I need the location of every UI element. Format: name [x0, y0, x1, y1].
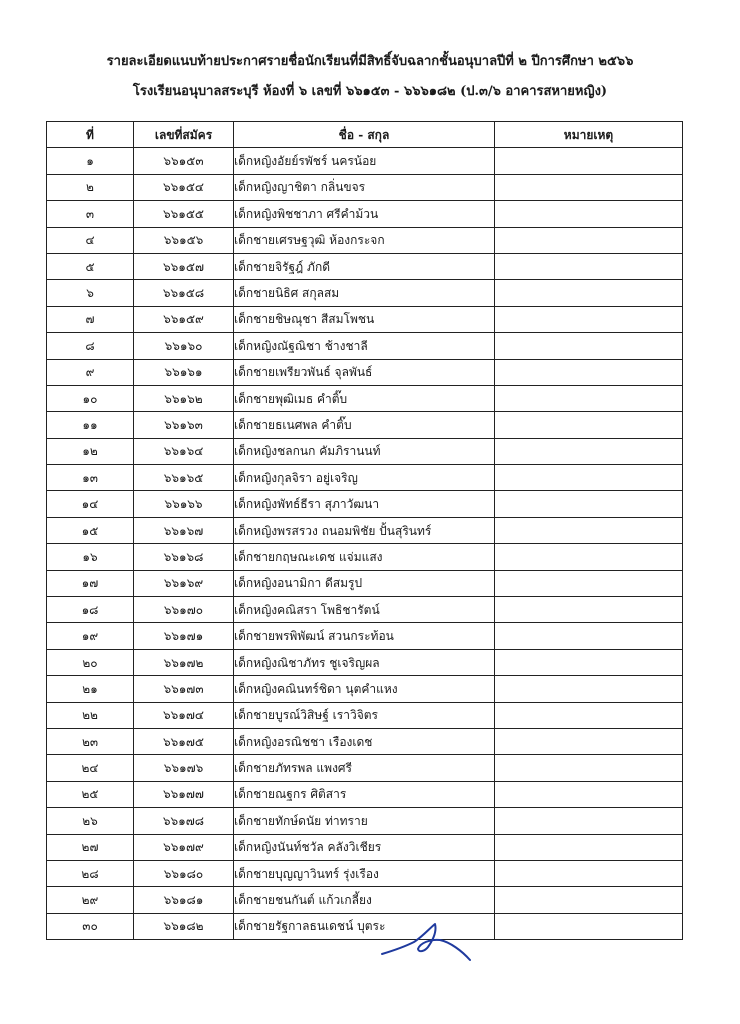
table-row — [47, 544, 683, 570]
table-row — [47, 728, 683, 754]
table-row — [47, 333, 683, 359]
table-row — [47, 649, 683, 675]
document-subtitle: โรงเรียนอนุบาลสระบุรี ห้องที่ ๖ เลขที่ ๖๖๑๕๓ - ๖๖๖๑๘๒ (ป.๓/๖ อาคารสหายหญิง) — [132, 84, 608, 99]
row-number: ๑๗ — [47, 570, 134, 596]
row-student-name: เด็กชายชิษณุชา สีสมโพชน — [234, 306, 495, 332]
row-number: ๑๙ — [47, 623, 134, 649]
table-row — [47, 834, 683, 860]
row-remarks — [495, 544, 683, 570]
row-student-name: เด็กหญิงอนามิกา ดีสมรูป — [234, 570, 495, 596]
row-application-id: ๖๖๑๖๖ — [134, 491, 234, 517]
row-application-id: ๖๖๑๗๙ — [134, 834, 234, 860]
row-application-id: ๖๖๑๗๗ — [134, 781, 234, 807]
row-student-name: เด็กชายชนกันต์ แก้วเกลี้ยง — [234, 887, 495, 913]
table-row — [47, 280, 683, 306]
table-header-row — [47, 122, 683, 148]
row-student-name: เด็กชายกฤษณะเดช แจ่มแสง — [234, 544, 495, 570]
table-row — [47, 676, 683, 702]
table-row — [47, 148, 683, 174]
row-application-id: ๖๖๑๕๔ — [134, 174, 234, 200]
table-row — [47, 517, 683, 543]
row-application-id: ๖๖๑๖๓ — [134, 412, 234, 438]
row-student-name: เด็กชายธเนศพล คำติ๊บ — [234, 412, 495, 438]
row-application-id: ๖๖๑๗๑ — [134, 623, 234, 649]
table-row — [47, 755, 683, 781]
row-number: ๓๐ — [47, 913, 134, 939]
row-remarks — [495, 913, 683, 939]
signature — [378, 918, 474, 964]
row-number: ๒๑ — [47, 676, 134, 702]
row-student-name: เด็กชายจิรัฐฎ์ ภักดี — [234, 253, 495, 279]
row-application-id: ๖๖๑๗๖ — [134, 755, 234, 781]
row-student-name: เด็กหญิงพิชชาภา ศรีคำม้วน — [234, 201, 495, 227]
row-application-id: ๖๖๑๖๘ — [134, 544, 234, 570]
column-header-number: ที่ — [47, 122, 134, 148]
row-remarks — [495, 570, 683, 596]
row-remarks — [495, 702, 683, 728]
row-application-id: ๖๖๑๖๐ — [134, 333, 234, 359]
row-student-name: เด็กหญิงอัยย์รพัชร์ นครน้อย — [234, 148, 495, 174]
row-application-id: ๖๖๑๕๗ — [134, 253, 234, 279]
row-remarks — [495, 676, 683, 702]
row-student-name: เด็กชายทักษ์ดนัย ท่าทราย — [234, 808, 495, 834]
row-student-name: เด็กหญิงญาชิตา กลิ่นขจร — [234, 174, 495, 200]
table-row — [47, 808, 683, 834]
row-remarks — [495, 623, 683, 649]
row-application-id: ๖๖๑๗๘ — [134, 808, 234, 834]
row-number: ๒๔ — [47, 755, 134, 781]
row-remarks — [495, 253, 683, 279]
row-student-name: เด็กหญิงณัฐณิชา ช้างชาลี — [234, 333, 495, 359]
table-row — [47, 860, 683, 886]
table-row — [47, 570, 683, 596]
row-number: ๑๓ — [47, 465, 134, 491]
row-remarks — [495, 887, 683, 913]
row-application-id: ๖๖๑๘๐ — [134, 860, 234, 886]
row-number: ๒๐ — [47, 649, 134, 675]
row-student-name: เด็กชายบุญญาวินทร์ รุ่งเรือง — [234, 860, 495, 886]
row-student-name: เด็กชายนิธิศ สกุลสม — [234, 280, 495, 306]
row-number: ๑๑ — [47, 412, 134, 438]
row-student-name: เด็กหญิงพัทธ์ธีรา สุภาวัฒนา — [234, 491, 495, 517]
row-student-name: เด็กชายเศรษฐวุฒิ ห้องกระจก — [234, 227, 495, 253]
row-number: ๒ — [47, 174, 134, 200]
row-remarks — [495, 491, 683, 517]
row-application-id: ๖๖๑๖๕ — [134, 465, 234, 491]
table-row — [47, 491, 683, 517]
table-row — [47, 174, 683, 200]
row-number: ๕ — [47, 253, 134, 279]
row-number: ๑๖ — [47, 544, 134, 570]
row-student-name: เด็กหญิงคณิสรา โพธิชารัตน์ — [234, 597, 495, 623]
table-row — [47, 359, 683, 385]
row-remarks — [495, 227, 683, 253]
row-number: ๒๒ — [47, 702, 134, 728]
row-application-id: ๖๖๑๕๕ — [134, 201, 234, 227]
table-row — [47, 253, 683, 279]
row-remarks — [495, 517, 683, 543]
row-student-name: เด็กหญิงกุลจิรา อยู่เจริญ — [234, 465, 495, 491]
row-remarks — [495, 306, 683, 332]
row-application-id: ๖๖๑๗๒ — [134, 649, 234, 675]
student-roster-table — [46, 121, 683, 940]
column-header-application-id: เลขที่สมัคร — [134, 122, 234, 148]
row-number: ๒๘ — [47, 860, 134, 886]
row-application-id: ๖๖๑๗๓ — [134, 676, 234, 702]
row-remarks — [495, 755, 683, 781]
column-header-name: ชื่อ - สกุล — [234, 122, 495, 148]
table-row — [47, 597, 683, 623]
row-remarks — [495, 148, 683, 174]
row-number: ๒๗ — [47, 834, 134, 860]
row-remarks — [495, 834, 683, 860]
row-number: ๒๖ — [47, 808, 134, 834]
table-row — [47, 385, 683, 411]
row-application-id: ๖๖๑๗๕ — [134, 728, 234, 754]
column-header-remarks: หมายเหตุ — [495, 122, 683, 148]
row-application-id: ๖๖๑๗๐ — [134, 597, 234, 623]
table-row — [47, 465, 683, 491]
table-row — [47, 201, 683, 227]
row-application-id: ๖๖๑๖๒ — [134, 385, 234, 411]
table-row — [47, 623, 683, 649]
table-row — [47, 438, 683, 464]
row-number: ๔ — [47, 227, 134, 253]
document-title: รายละเอียดแนบท้ายประกาศรายชื่อนักเรียนที่มีสิทธิ์จับฉลากชั้นอนุบาลปีที่ ๒ ปีการศึกษา ๒๕๖๖ — [106, 54, 634, 69]
row-student-name: เด็กชายพรพิพัฒน์ สวนกระท้อน — [234, 623, 495, 649]
table-body — [47, 148, 683, 940]
row-remarks — [495, 649, 683, 675]
row-remarks — [495, 438, 683, 464]
row-number: ๒๙ — [47, 887, 134, 913]
row-student-name: เด็กหญิงณิชาภัทร ชูเจริญผล — [234, 649, 495, 675]
row-number: ๑๐ — [47, 385, 134, 411]
row-application-id: ๖๖๑๕๖ — [134, 227, 234, 253]
row-remarks — [495, 359, 683, 385]
row-number: ๒๕ — [47, 781, 134, 807]
row-application-id: ๖๖๑๘๒ — [134, 913, 234, 939]
row-number: ๓ — [47, 201, 134, 227]
row-student-name: เด็กชายภัทรพล แพงศรี — [234, 755, 495, 781]
row-remarks — [495, 808, 683, 834]
row-number: ๑๘ — [47, 597, 134, 623]
row-remarks — [495, 781, 683, 807]
row-application-id: ๖๖๑๖๙ — [134, 570, 234, 596]
row-remarks — [495, 333, 683, 359]
row-application-id: ๖๖๑๖๑ — [134, 359, 234, 385]
row-number: ๑๒ — [47, 438, 134, 464]
row-remarks — [495, 280, 683, 306]
row-number: ๙ — [47, 359, 134, 385]
table-row — [47, 412, 683, 438]
row-student-name: เด็กหญิงคณินทร์ชิดา นุตคำแหง — [234, 676, 495, 702]
row-application-id: ๖๖๑๖๗ — [134, 517, 234, 543]
row-student-name: เด็กชายเพรียวพันธ์ จุลพันธ์ — [234, 359, 495, 385]
row-remarks — [495, 201, 683, 227]
row-number: ๑๔ — [47, 491, 134, 517]
row-remarks — [495, 728, 683, 754]
row-application-id: ๖๖๑๗๔ — [134, 702, 234, 728]
table-row — [47, 702, 683, 728]
table-row — [47, 887, 683, 913]
row-remarks — [495, 597, 683, 623]
row-application-id: ๖๖๑๕๓ — [134, 148, 234, 174]
row-number: ๑๕ — [47, 517, 134, 543]
row-number: ๗ — [47, 306, 134, 332]
row-remarks — [495, 412, 683, 438]
row-student-name: เด็กหญิงอรณิชชา เรืองเดช — [234, 728, 495, 754]
row-student-name: เด็กชายบูรณ์วิสิษฐ์ เราวิจิตร — [234, 702, 495, 728]
row-student-name: เด็กหญิงนันท์ชวัล คลังวิเชียร — [234, 834, 495, 860]
row-student-name: เด็กชายรัฐกาลธนเดชน์ บุตระ — [234, 913, 495, 939]
row-student-name: เด็กชายพุฒิเมธ คำติ๊บ — [234, 385, 495, 411]
table-row — [47, 913, 683, 939]
row-remarks — [495, 174, 683, 200]
row-number: ๑ — [47, 148, 134, 174]
table-row — [47, 781, 683, 807]
table-row — [47, 227, 683, 253]
row-student-name: เด็กหญิงชลกนก คัมภิรานนท์ — [234, 438, 495, 464]
row-student-name: เด็กชายณฐกร ศิติสาร — [234, 781, 495, 807]
row-application-id: ๖๖๑๕๘ — [134, 280, 234, 306]
row-remarks — [495, 465, 683, 491]
row-number: ๘ — [47, 333, 134, 359]
row-application-id: ๖๖๑๕๙ — [134, 306, 234, 332]
table-row — [47, 306, 683, 332]
row-number: ๒๓ — [47, 728, 134, 754]
row-remarks — [495, 385, 683, 411]
row-remarks — [495, 860, 683, 886]
row-number: ๖ — [47, 280, 134, 306]
row-application-id: ๖๖๑๖๔ — [134, 438, 234, 464]
row-student-name: เด็กหญิงพรสรวง ถนอมพิชัย ปั้นสุรินทร์ — [234, 517, 495, 543]
row-application-id: ๖๖๑๘๑ — [134, 887, 234, 913]
